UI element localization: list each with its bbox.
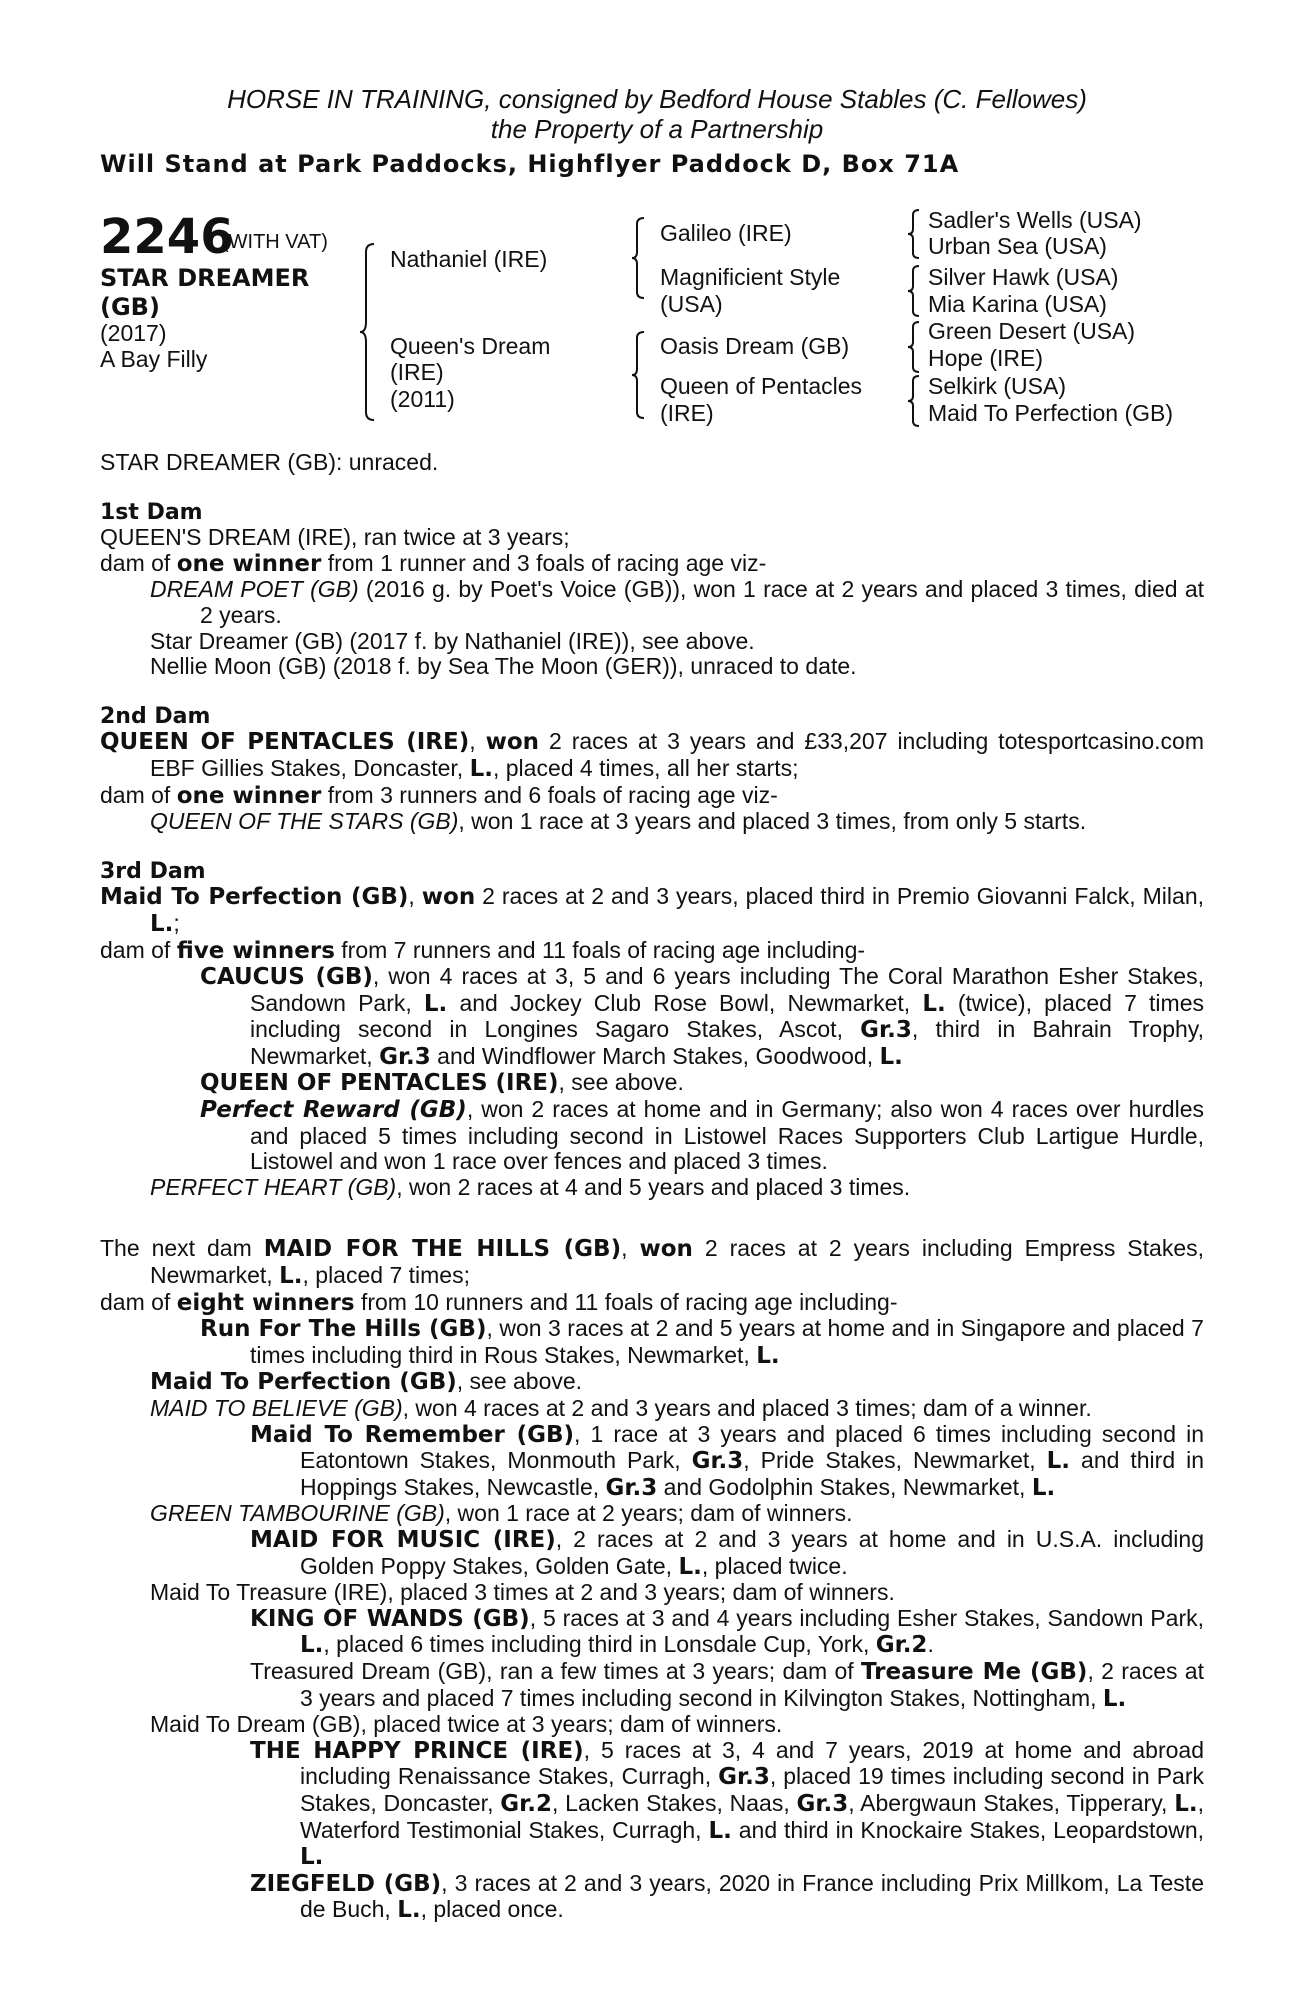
- third-dam-line: Maid To Perfection (GB), won 2 races at 2 and 3 years, placed third in Premio Giovanni Falck, Milan, L.;: [100, 883, 1205, 937]
- pedigree-dam-sire: Oasis Dream (GB): [660, 333, 850, 359]
- pedigree-dam-dam-line1: Queen of Pentacles: [660, 373, 863, 399]
- header-location: Will Stand at Park Paddocks, Highflyer Paddock D, Box 71A: [100, 150, 960, 178]
- pedigree-dam-line2: (IRE): [390, 359, 444, 385]
- first-dam-produce-line: dam of one winner from 1 runner and 3 foals of racing age viz-: [100, 549, 767, 577]
- produce-entry: Perfect Reward (GB), won 2 races at home and in Germany; also won 4 races over hurdles and placed 5 times including second in Listowel Races Supporters Club Lartigue Hurdle, Listowel and won 1 race over fences and placed 3 times.: [200, 1096, 1204, 1175]
- second-dam-line: QUEEN OF PENTACLES (IRE), won 2 races at 3 years and £33,207 including totesportcasino.com EBF Gillies Stakes, Doncaster, L., placed 4 times, all her starts;: [100, 728, 1205, 782]
- third-dam-heading: 3rd Dam: [100, 858, 206, 884]
- produce-entry: Star Dreamer (GB) (2017 f. by Nathaniel (IRE)), see above.: [150, 627, 755, 654]
- pedigree-sire-dam-line2: (USA): [660, 291, 723, 317]
- catalogue-body: [100, 450, 1204, 1924]
- horse-name: STAR DREAMER (GB): [100, 264, 310, 321]
- produce-entry: QUEEN OF THE STARS (GB), won 1 race at 3 years and placed 3 times, from only 5 starts.: [150, 808, 1087, 835]
- produce-entry: Treasured Dream (GB), ran a few times at 3 years; dam of Treasure Me (GB), 2 races at 3 years and placed 7 times including second in Kilvington Stakes, Nottingham, L.: [250, 1657, 1204, 1712]
- pedigree-ssd: Urban Sea (USA): [928, 233, 1107, 259]
- produce-entry: Maid To Treasure (IRE), placed 3 times at 2 and 3 years; dam of winners.: [150, 1579, 895, 1606]
- second-dam-heading: 2nd Dam: [100, 703, 211, 729]
- pedigree-sds: Silver Hawk (USA): [928, 264, 1119, 290]
- first-dam-heading: 1st Dam: [100, 499, 203, 525]
- pedigree-sire-dam-line1: Magnificient Style: [660, 264, 841, 290]
- sd-brace: [906, 264, 922, 318]
- produce-entry: Nellie Moon (GB) (2018 f. by Sea The Moon (GER)), unraced to date.: [150, 653, 857, 680]
- pedigree-sire-sire: Galileo (IRE): [660, 220, 792, 246]
- produce-entry: Maid To Remember (GB), 1 race at 3 years and placed 6 times including second in Eatontown Stakes, Monmouth Park, Gr.3, Pride Stakes, Newmarket, L. and third in Hoppings Stakes, Newcastle, Gr.3 and Godolphin Stakes, Newmarket, L.: [250, 1420, 1204, 1501]
- produce-entry: ZIEGFELD (GB), 3 races at 2 and 3 years, 2020 in France including Prix Millkom, La Teste de Buch, L., placed once.: [250, 1869, 1204, 1924]
- pedigree-sdd: Mia Karina (USA): [928, 291, 1107, 317]
- pedigree-dam-dam-line2: (IRE): [660, 400, 714, 426]
- sire-side-brace: [630, 216, 648, 300]
- produce-entry: MAID FOR MUSIC (IRE), 2 races at 2 and 3 years at home and in U.S.A. including Golden Poppy Stakes, Golden Gate, L., placed twice.: [250, 1525, 1204, 1580]
- dam-side-brace: [630, 330, 648, 420]
- produce-entry: QUEEN OF PENTACLES (IRE), see above.: [200, 1069, 684, 1097]
- pedigree-dsd: Hope (IRE): [928, 345, 1044, 371]
- race-record: STAR DREAMER (GB): unraced.: [100, 449, 439, 475]
- vat-note: (WITH VAT): [222, 231, 328, 253]
- pedigree-sss: Sadler's Wells (USA): [928, 207, 1142, 233]
- header-property: the Property of a Partnership: [490, 114, 824, 144]
- horse-description: A Bay Filly: [100, 346, 208, 372]
- pedigree-dds: Selkirk (USA): [928, 373, 1067, 399]
- ds-brace: [906, 320, 922, 374]
- pedigree-dam-line3: (2011): [390, 386, 455, 412]
- produce-entry: Run For The Hills (GB), won 3 races at 2 and 5 years at home and in Singapore and placed 7 times including third in Rous Stakes, Newmarket, L.: [200, 1315, 1204, 1369]
- lot-number: 2246: [100, 209, 234, 265]
- produce-entry: KING OF WANDS (GB), 5 races at 3 and 4 years including Esher Stakes, Sandown Park, L., placed 6 times including third in Lonsdale Cup, York, Gr.2.: [250, 1604, 1204, 1659]
- next-dam-line: The next dam MAID FOR THE HILLS (GB), won 2 races at 2 years including Empress Stakes, Newmarket, L., placed 7 times;: [100, 1235, 1205, 1290]
- ss-brace: [906, 208, 922, 260]
- pedigree-sire: Nathaniel (IRE): [390, 246, 548, 272]
- produce-entry: DREAM POET (GB) (2016 g. by Poet's Voice (GB)), won 1 race at 2 years and placed 3 times, died at 2 years.: [150, 576, 1205, 628]
- dd-brace: [906, 374, 922, 428]
- produce-entry: Maid To Perfection (GB), see above.: [150, 1368, 583, 1396]
- produce-entry: GREEN TAMBOURINE (GB), won 1 race at 2 years; dam of winners.: [150, 1500, 853, 1527]
- first-dam-line: QUEEN'S DREAM (IRE), ran twice at 3 years;: [100, 524, 570, 551]
- produce-entry: PERFECT HEART (GB), won 2 races at 4 and 5 years and placed 3 times.: [150, 1173, 911, 1200]
- produce-entry: Maid To Dream (GB), placed twice at 3 years; dam of winners.: [150, 1711, 783, 1738]
- third-dam-produce-line: dam of five winners from 7 runners and 11 foals of racing age including-: [100, 936, 866, 964]
- pedigree-dam-line1: Queen's Dream: [390, 333, 551, 359]
- next-dam-produce-line: dam of eight winners from 10 runners and 11 foals of racing age including-: [100, 1288, 898, 1316]
- produce-entry: MAID TO BELIEVE (GB), won 4 races at 2 and 3 years and placed 3 times; dam of a winner.: [150, 1395, 1092, 1421]
- produce-entry: CAUCUS (GB), won 4 races at 3, 5 and 6 years including The Coral Marathon Esher Stakes, Sandown Park, L. and Jockey Club Rose Bowl, Newmarket, L. (twice), placed 7 times including second in Longines Sagaro Stakes, Ascot, Gr.3, third in Bahrain Trophy, Newmarket, Gr.3 and Windflower March Stakes, Goodwood, L.: [200, 963, 1204, 1070]
- header-consignor: HORSE IN TRAINING, consigned by Bedford House Stables (C. Fellowes): [227, 84, 1087, 114]
- produce-entry: THE HAPPY PRINCE (IRE), 5 races at 3, 4 and 7 years, 2019 at home and abroad including Renaissance Stakes, Curragh, Gr.3, placed 19 times including second in Park Stakes, Doncaster, Gr.2, Lacken Stakes, Naas, Gr.3, Abergwaun Stakes, Tipperary, L., Waterford Testimonial Stakes, Curragh, L. and third in Knockaire Stakes, Leopardstown, L.: [250, 1736, 1204, 1871]
- pedigree-dss: Green Desert (USA): [928, 318, 1136, 344]
- foaling-year: (2017): [100, 320, 167, 346]
- second-dam-produce-line: dam of one winner from 3 runners and 6 foals of racing age viz-: [100, 781, 778, 809]
- sire-dam-brace: [358, 242, 378, 422]
- pedigree-ddd: Maid To Perfection (GB): [928, 400, 1174, 426]
